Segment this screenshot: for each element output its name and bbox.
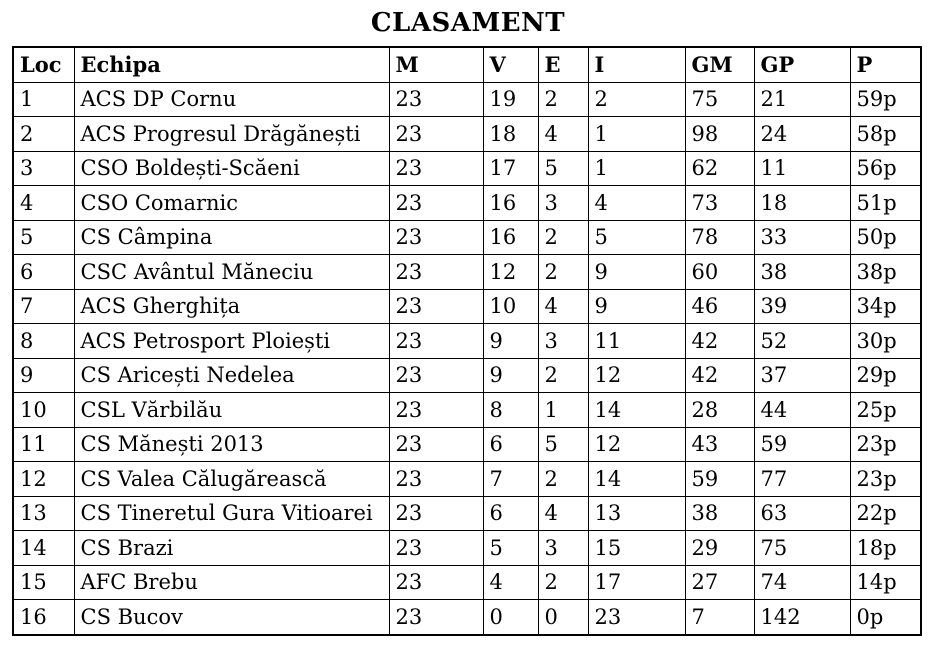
cell-i: 1 xyxy=(588,151,685,186)
cell-v: 7 xyxy=(483,462,538,497)
cell-m: 23 xyxy=(389,220,483,255)
column-header-gm: GM xyxy=(685,47,754,82)
cell-gm: 73 xyxy=(685,186,754,221)
table-row xyxy=(13,289,921,324)
cell-gm: 62 xyxy=(685,151,754,186)
cell-e: 3 xyxy=(538,324,588,359)
standings-body xyxy=(13,82,921,635)
cell-i: 17 xyxy=(588,565,685,600)
column-header-m: M xyxy=(389,47,483,82)
cell-echipa: CSL Vărbilău xyxy=(74,393,389,428)
cell-v: 12 xyxy=(483,255,538,290)
table-row xyxy=(13,117,921,152)
cell-p: 29p xyxy=(850,358,921,393)
cell-loc: 3 xyxy=(13,151,74,186)
cell-p: 56p xyxy=(850,151,921,186)
column-header-echipa: Echipa xyxy=(74,47,389,82)
cell-p: 50p xyxy=(850,220,921,255)
cell-echipa: CSO Boldești-Scăeni xyxy=(74,151,389,186)
cell-m: 23 xyxy=(389,151,483,186)
cell-v: 0 xyxy=(483,600,538,635)
cell-echipa: ACS Gherghița xyxy=(74,289,389,324)
cell-gm: 98 xyxy=(685,117,754,152)
cell-p: 22p xyxy=(850,496,921,531)
cell-m: 23 xyxy=(389,600,483,635)
cell-gm: 59 xyxy=(685,462,754,497)
cell-i: 14 xyxy=(588,462,685,497)
cell-e: 1 xyxy=(538,393,588,428)
cell-e: 2 xyxy=(538,220,588,255)
cell-gp: 44 xyxy=(754,393,850,428)
cell-e: 3 xyxy=(538,531,588,566)
cell-gp: 74 xyxy=(754,565,850,600)
cell-p: 18p xyxy=(850,531,921,566)
cell-gm: 46 xyxy=(685,289,754,324)
cell-p: 30p xyxy=(850,324,921,359)
cell-loc: 6 xyxy=(13,255,74,290)
cell-i: 23 xyxy=(588,600,685,635)
cell-i: 13 xyxy=(588,496,685,531)
cell-v: 16 xyxy=(483,186,538,221)
cell-m: 23 xyxy=(389,186,483,221)
cell-gm: 60 xyxy=(685,255,754,290)
cell-p: 23p xyxy=(850,427,921,462)
cell-v: 9 xyxy=(483,358,538,393)
cell-v: 6 xyxy=(483,496,538,531)
cell-gp: 18 xyxy=(754,186,850,221)
cell-gp: 52 xyxy=(754,324,850,359)
table-row xyxy=(13,324,921,359)
column-header-gp: GP xyxy=(754,47,850,82)
column-header-i: I xyxy=(588,47,685,82)
cell-i: 15 xyxy=(588,531,685,566)
cell-echipa: CSC Avântul Măneciu xyxy=(74,255,389,290)
cell-v: 5 xyxy=(483,531,538,566)
cell-echipa: AFC Brebu xyxy=(74,565,389,600)
cell-e: 4 xyxy=(538,496,588,531)
cell-gp: 37 xyxy=(754,358,850,393)
cell-m: 23 xyxy=(389,531,483,566)
cell-m: 23 xyxy=(389,324,483,359)
cell-p: 25p xyxy=(850,393,921,428)
cell-gp: 11 xyxy=(754,151,850,186)
table-row xyxy=(13,600,921,635)
cell-m: 23 xyxy=(389,117,483,152)
cell-loc: 7 xyxy=(13,289,74,324)
cell-gm: 78 xyxy=(685,220,754,255)
cell-gm: 42 xyxy=(685,324,754,359)
cell-e: 2 xyxy=(538,462,588,497)
cell-i: 1 xyxy=(588,117,685,152)
cell-e: 0 xyxy=(538,600,588,635)
cell-gm: 27 xyxy=(685,565,754,600)
cell-echipa: CS Valea Călugărească xyxy=(74,462,389,497)
column-header-v: V xyxy=(483,47,538,82)
cell-gp: 63 xyxy=(754,496,850,531)
cell-e: 4 xyxy=(538,289,588,324)
cell-i: 14 xyxy=(588,393,685,428)
cell-loc: 10 xyxy=(13,393,74,428)
cell-e: 5 xyxy=(538,427,588,462)
cell-loc: 12 xyxy=(13,462,74,497)
table-row xyxy=(13,186,921,221)
cell-gp: 24 xyxy=(754,117,850,152)
cell-gm: 28 xyxy=(685,393,754,428)
cell-gm: 38 xyxy=(685,496,754,531)
cell-p: 38p xyxy=(850,255,921,290)
cell-gp: 75 xyxy=(754,531,850,566)
standings-table xyxy=(12,46,922,636)
column-header-p: P xyxy=(850,47,921,82)
cell-loc: 8 xyxy=(13,324,74,359)
cell-e: 5 xyxy=(538,151,588,186)
cell-gp: 59 xyxy=(754,427,850,462)
cell-v: 16 xyxy=(483,220,538,255)
cell-p: 59p xyxy=(850,82,921,117)
table-row xyxy=(13,565,921,600)
cell-loc: 5 xyxy=(13,220,74,255)
cell-loc: 13 xyxy=(13,496,74,531)
cell-e: 3 xyxy=(538,186,588,221)
cell-p: 58p xyxy=(850,117,921,152)
cell-gp: 77 xyxy=(754,462,850,497)
cell-echipa: CS Aricești Nedelea xyxy=(74,358,389,393)
table-row xyxy=(13,255,921,290)
cell-v: 18 xyxy=(483,117,538,152)
cell-v: 10 xyxy=(483,289,538,324)
page-title: CLASAMENT xyxy=(370,8,566,38)
cell-i: 5 xyxy=(588,220,685,255)
cell-e: 2 xyxy=(538,565,588,600)
cell-m: 23 xyxy=(389,427,483,462)
cell-loc: 16 xyxy=(13,600,74,635)
cell-v: 6 xyxy=(483,427,538,462)
cell-echipa: CS Bucov xyxy=(74,600,389,635)
cell-gm: 42 xyxy=(685,358,754,393)
table-row xyxy=(13,496,921,531)
cell-p: 0p xyxy=(850,600,921,635)
cell-e: 2 xyxy=(538,255,588,290)
header-row xyxy=(13,47,921,82)
cell-echipa: CS Brazi xyxy=(74,531,389,566)
cell-loc: 14 xyxy=(13,531,74,566)
cell-gp: 33 xyxy=(754,220,850,255)
cell-i: 9 xyxy=(588,289,685,324)
cell-gm: 7 xyxy=(685,600,754,635)
cell-gp: 142 xyxy=(754,600,850,635)
cell-loc: 2 xyxy=(13,117,74,152)
cell-gp: 38 xyxy=(754,255,850,290)
column-header-e: E xyxy=(538,47,588,82)
cell-p: 23p xyxy=(850,462,921,497)
cell-gp: 21 xyxy=(754,82,850,117)
cell-v: 8 xyxy=(483,393,538,428)
cell-v: 9 xyxy=(483,324,538,359)
table-row xyxy=(13,358,921,393)
cell-m: 23 xyxy=(389,289,483,324)
table-row xyxy=(13,151,921,186)
table-row xyxy=(13,462,921,497)
cell-loc: 1 xyxy=(13,82,74,117)
cell-i: 2 xyxy=(588,82,685,117)
cell-loc: 11 xyxy=(13,427,74,462)
cell-i: 11 xyxy=(588,324,685,359)
cell-loc: 4 xyxy=(13,186,74,221)
table-row xyxy=(13,220,921,255)
cell-echipa: CS Tineretul Gura Vitioarei xyxy=(74,496,389,531)
cell-echipa: ACS Progresul Drăgănești xyxy=(74,117,389,152)
cell-e: 2 xyxy=(538,82,588,117)
cell-loc: 15 xyxy=(13,565,74,600)
cell-e: 4 xyxy=(538,117,588,152)
cell-v: 19 xyxy=(483,82,538,117)
cell-loc: 9 xyxy=(13,358,74,393)
cell-i: 9 xyxy=(588,255,685,290)
table-row xyxy=(13,82,921,117)
cell-e: 2 xyxy=(538,358,588,393)
cell-m: 23 xyxy=(389,496,483,531)
cell-m: 23 xyxy=(389,255,483,290)
cell-m: 23 xyxy=(389,82,483,117)
cell-gm: 43 xyxy=(685,427,754,462)
cell-m: 23 xyxy=(389,393,483,428)
cell-i: 12 xyxy=(588,427,685,462)
table-row xyxy=(13,531,921,566)
cell-p: 34p xyxy=(850,289,921,324)
cell-echipa: CSO Comarnic xyxy=(74,186,389,221)
cell-m: 23 xyxy=(389,358,483,393)
cell-echipa: ACS Petrosport Ploiești xyxy=(74,324,389,359)
table-row xyxy=(13,393,921,428)
cell-gm: 29 xyxy=(685,531,754,566)
cell-m: 23 xyxy=(389,462,483,497)
cell-m: 23 xyxy=(389,565,483,600)
column-header-loc: Loc xyxy=(13,47,74,82)
cell-v: 4 xyxy=(483,565,538,600)
cell-echipa: CS Câmpina xyxy=(74,220,389,255)
cell-i: 12 xyxy=(588,358,685,393)
cell-gp: 39 xyxy=(754,289,850,324)
cell-echipa: CS Mănești 2013 xyxy=(74,427,389,462)
cell-v: 17 xyxy=(483,151,538,186)
cell-echipa: ACS DP Cornu xyxy=(74,82,389,117)
table-row xyxy=(13,427,921,462)
cell-gm: 75 xyxy=(685,82,754,117)
cell-i: 4 xyxy=(588,186,685,221)
cell-p: 51p xyxy=(850,186,921,221)
cell-p: 14p xyxy=(850,565,921,600)
